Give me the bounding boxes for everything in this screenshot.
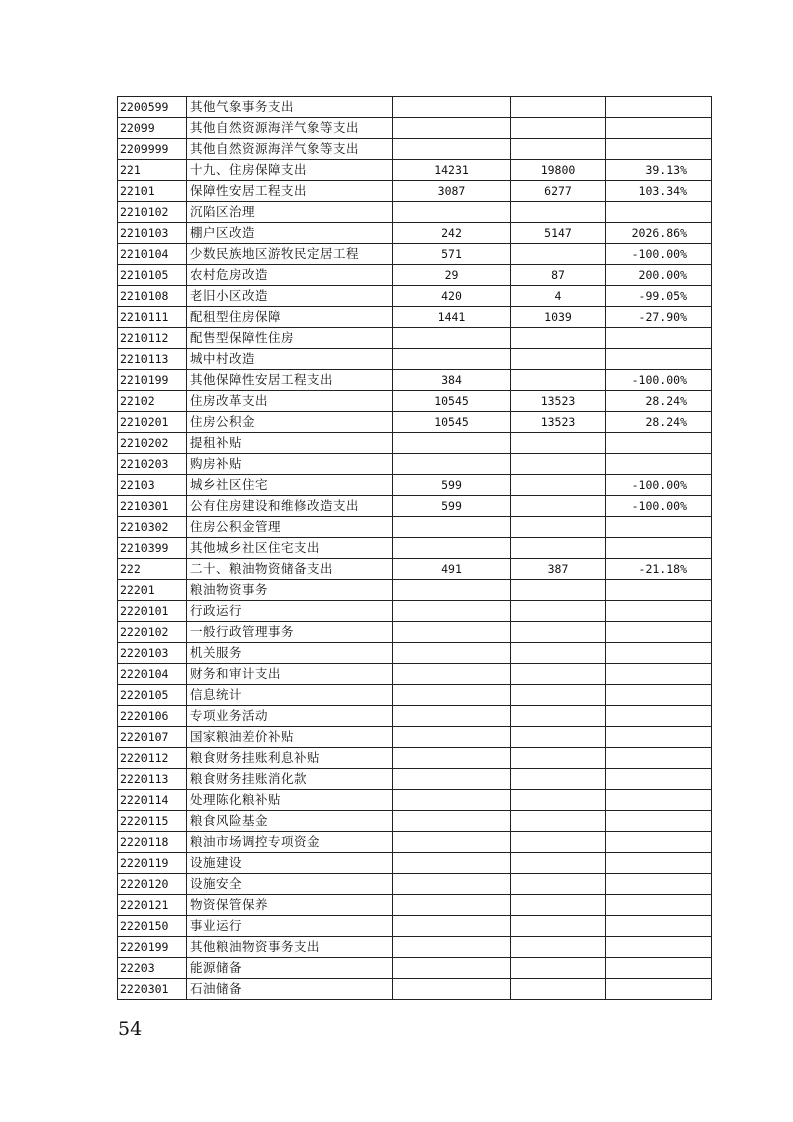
item-name-cell: 其他自然资源海洋气象等支出 bbox=[187, 139, 393, 160]
table-row bbox=[118, 937, 712, 958]
prior-amount-cell bbox=[393, 517, 511, 538]
current-amount-cell bbox=[511, 748, 606, 769]
account-code-cell: 2220113 bbox=[118, 769, 187, 790]
account-code-cell: 2210399 bbox=[118, 538, 187, 559]
account-code-cell: 2220121 bbox=[118, 895, 187, 916]
item-name-cell: 农村危房改造 bbox=[187, 265, 393, 286]
current-amount-cell bbox=[511, 706, 606, 727]
current-amount-cell bbox=[511, 475, 606, 496]
current-amount-cell bbox=[511, 832, 606, 853]
table-row bbox=[118, 475, 712, 496]
account-code-cell: 2210302 bbox=[118, 517, 187, 538]
current-amount-cell: 6277 bbox=[511, 181, 606, 202]
item-name-cell: 机关服务 bbox=[187, 643, 393, 664]
account-code-cell: 2220103 bbox=[118, 643, 187, 664]
change-percent-cell bbox=[606, 727, 712, 748]
change-percent-cell bbox=[606, 454, 712, 475]
prior-amount-cell: 3087 bbox=[393, 181, 511, 202]
table-row bbox=[118, 895, 712, 916]
change-percent-cell bbox=[606, 601, 712, 622]
table-row bbox=[118, 349, 712, 370]
prior-amount-cell: 29 bbox=[393, 265, 511, 286]
current-amount-cell bbox=[511, 202, 606, 223]
change-percent-cell: -100.00% bbox=[606, 370, 712, 391]
table-row bbox=[118, 748, 712, 769]
table-row bbox=[118, 97, 712, 118]
item-name-cell: 公有住房建设和维修改造支出 bbox=[187, 496, 393, 517]
account-code-cell: 2220120 bbox=[118, 874, 187, 895]
account-code-cell: 2209999 bbox=[118, 139, 187, 160]
account-code-cell: 2210105 bbox=[118, 265, 187, 286]
prior-amount-cell bbox=[393, 202, 511, 223]
item-name-cell: 其他城乡社区住宅支出 bbox=[187, 538, 393, 559]
current-amount-cell bbox=[511, 433, 606, 454]
current-amount-cell bbox=[511, 97, 606, 118]
table-row bbox=[118, 958, 712, 979]
table-row bbox=[118, 601, 712, 622]
account-code-cell: 2210203 bbox=[118, 454, 187, 475]
prior-amount-cell: 599 bbox=[393, 475, 511, 496]
current-amount-cell: 1039 bbox=[511, 307, 606, 328]
table-row bbox=[118, 643, 712, 664]
change-percent-cell bbox=[606, 916, 712, 937]
prior-amount-cell bbox=[393, 664, 511, 685]
table-row bbox=[118, 118, 712, 139]
account-code-cell: 221 bbox=[118, 160, 187, 181]
account-code-cell: 2200599 bbox=[118, 97, 187, 118]
item-name-cell: 粮油物资事务 bbox=[187, 580, 393, 601]
table-row bbox=[118, 307, 712, 328]
current-amount-cell bbox=[511, 769, 606, 790]
prior-amount-cell bbox=[393, 622, 511, 643]
change-percent-cell bbox=[606, 853, 712, 874]
item-name-cell: 沉陷区治理 bbox=[187, 202, 393, 223]
account-code-cell: 2210103 bbox=[118, 223, 187, 244]
budget-table bbox=[117, 96, 712, 1000]
account-code-cell: 2210201 bbox=[118, 412, 187, 433]
item-name-cell: 设施建设 bbox=[187, 853, 393, 874]
account-code-cell: 2220106 bbox=[118, 706, 187, 727]
table-row bbox=[118, 790, 712, 811]
prior-amount-cell bbox=[393, 706, 511, 727]
prior-amount-cell bbox=[393, 769, 511, 790]
current-amount-cell bbox=[511, 937, 606, 958]
page-number: 54 bbox=[118, 1018, 143, 1040]
current-amount-cell bbox=[511, 139, 606, 160]
prior-amount-cell: 242 bbox=[393, 223, 511, 244]
account-code-cell: 2220101 bbox=[118, 601, 187, 622]
table-row bbox=[118, 391, 712, 412]
table-row bbox=[118, 181, 712, 202]
current-amount-cell bbox=[511, 580, 606, 601]
prior-amount-cell bbox=[393, 916, 511, 937]
item-name-cell: 购房补贴 bbox=[187, 454, 393, 475]
table-row bbox=[118, 223, 712, 244]
table-row bbox=[118, 454, 712, 475]
prior-amount-cell bbox=[393, 643, 511, 664]
item-name-cell: 保障性安居工程支出 bbox=[187, 181, 393, 202]
account-code-cell: 2210102 bbox=[118, 202, 187, 223]
current-amount-cell bbox=[511, 916, 606, 937]
account-code-cell: 2220301 bbox=[118, 979, 187, 1000]
change-percent-cell bbox=[606, 685, 712, 706]
change-percent-cell bbox=[606, 328, 712, 349]
account-code-cell: 2220199 bbox=[118, 937, 187, 958]
prior-amount-cell bbox=[393, 853, 511, 874]
current-amount-cell bbox=[511, 622, 606, 643]
prior-amount-cell bbox=[393, 601, 511, 622]
change-percent-cell bbox=[606, 538, 712, 559]
current-amount-cell bbox=[511, 118, 606, 139]
table-row bbox=[118, 202, 712, 223]
account-code-cell: 2220107 bbox=[118, 727, 187, 748]
prior-amount-cell bbox=[393, 328, 511, 349]
current-amount-cell bbox=[511, 790, 606, 811]
item-name-cell: 一般行政管理事务 bbox=[187, 622, 393, 643]
current-amount-cell bbox=[511, 328, 606, 349]
change-percent-cell: 39.13% bbox=[606, 160, 712, 181]
item-name-cell: 石油储备 bbox=[187, 979, 393, 1000]
current-amount-cell bbox=[511, 538, 606, 559]
account-code-cell: 2210104 bbox=[118, 244, 187, 265]
change-percent-cell bbox=[606, 874, 712, 895]
table-row bbox=[118, 874, 712, 895]
item-name-cell: 专项业务活动 bbox=[187, 706, 393, 727]
table-row bbox=[118, 979, 712, 1000]
prior-amount-cell: 491 bbox=[393, 559, 511, 580]
item-name-cell: 住房公积金 bbox=[187, 412, 393, 433]
current-amount-cell: 13523 bbox=[511, 391, 606, 412]
change-percent-cell bbox=[606, 643, 712, 664]
current-amount-cell bbox=[511, 685, 606, 706]
current-amount-cell bbox=[511, 517, 606, 538]
current-amount-cell bbox=[511, 727, 606, 748]
account-code-cell: 2220105 bbox=[118, 685, 187, 706]
current-amount-cell bbox=[511, 454, 606, 475]
table-row bbox=[118, 832, 712, 853]
item-name-cell: 粮食财务挂账利息补贴 bbox=[187, 748, 393, 769]
table-row bbox=[118, 160, 712, 181]
current-amount-cell: 19800 bbox=[511, 160, 606, 181]
change-percent-cell bbox=[606, 139, 712, 160]
item-name-cell: 物资保管保养 bbox=[187, 895, 393, 916]
change-percent-cell bbox=[606, 202, 712, 223]
item-name-cell: 少数民族地区游牧民定居工程 bbox=[187, 244, 393, 265]
table-row bbox=[118, 370, 712, 391]
change-percent-cell bbox=[606, 433, 712, 454]
account-code-cell: 22101 bbox=[118, 181, 187, 202]
table-row bbox=[118, 811, 712, 832]
current-amount-cell bbox=[511, 496, 606, 517]
prior-amount-cell bbox=[393, 139, 511, 160]
change-percent-cell bbox=[606, 349, 712, 370]
change-percent-cell bbox=[606, 580, 712, 601]
change-percent-cell bbox=[606, 622, 712, 643]
item-name-cell: 粮食财务挂账消化款 bbox=[187, 769, 393, 790]
prior-amount-cell: 599 bbox=[393, 496, 511, 517]
current-amount-cell: 4 bbox=[511, 286, 606, 307]
account-code-cell: 2210202 bbox=[118, 433, 187, 454]
item-name-cell: 配售型保障性住房 bbox=[187, 328, 393, 349]
item-name-cell: 其他保障性安居工程支出 bbox=[187, 370, 393, 391]
account-code-cell: 222 bbox=[118, 559, 187, 580]
change-percent-cell bbox=[606, 937, 712, 958]
change-percent-cell: -99.05% bbox=[606, 286, 712, 307]
account-code-cell: 2210108 bbox=[118, 286, 187, 307]
current-amount-cell bbox=[511, 853, 606, 874]
account-code-cell: 2210112 bbox=[118, 328, 187, 349]
prior-amount-cell bbox=[393, 538, 511, 559]
table-row bbox=[118, 538, 712, 559]
account-code-cell: 2210301 bbox=[118, 496, 187, 517]
change-percent-cell: 2026.86% bbox=[606, 223, 712, 244]
account-code-cell: 2220150 bbox=[118, 916, 187, 937]
prior-amount-cell: 420 bbox=[393, 286, 511, 307]
account-code-cell: 22099 bbox=[118, 118, 187, 139]
table-row bbox=[118, 664, 712, 685]
prior-amount-cell bbox=[393, 727, 511, 748]
item-name-cell: 处理陈化粮补贴 bbox=[187, 790, 393, 811]
current-amount-cell bbox=[511, 979, 606, 1000]
item-name-cell: 提租补贴 bbox=[187, 433, 393, 454]
item-name-cell: 其他气象事务支出 bbox=[187, 97, 393, 118]
change-percent-cell bbox=[606, 790, 712, 811]
table-row bbox=[118, 916, 712, 937]
current-amount-cell bbox=[511, 895, 606, 916]
change-percent-cell bbox=[606, 118, 712, 139]
item-name-cell: 设施安全 bbox=[187, 874, 393, 895]
prior-amount-cell bbox=[393, 895, 511, 916]
item-name-cell: 住房改革支出 bbox=[187, 391, 393, 412]
account-code-cell: 2220114 bbox=[118, 790, 187, 811]
item-name-cell: 事业运行 bbox=[187, 916, 393, 937]
change-percent-cell bbox=[606, 748, 712, 769]
change-percent-cell: 103.34% bbox=[606, 181, 712, 202]
item-name-cell: 城乡社区住宅 bbox=[187, 475, 393, 496]
item-name-cell: 其他自然资源海洋气象等支出 bbox=[187, 118, 393, 139]
current-amount-cell bbox=[511, 664, 606, 685]
prior-amount-cell bbox=[393, 454, 511, 475]
change-percent-cell: 200.00% bbox=[606, 265, 712, 286]
table-row bbox=[118, 412, 712, 433]
change-percent-cell bbox=[606, 811, 712, 832]
item-name-cell: 国家粮油差价补贴 bbox=[187, 727, 393, 748]
table-row bbox=[118, 286, 712, 307]
prior-amount-cell bbox=[393, 685, 511, 706]
item-name-cell: 棚户区改造 bbox=[187, 223, 393, 244]
prior-amount-cell bbox=[393, 97, 511, 118]
account-code-cell: 22203 bbox=[118, 958, 187, 979]
change-percent-cell bbox=[606, 958, 712, 979]
table-row bbox=[118, 244, 712, 265]
change-percent-cell bbox=[606, 832, 712, 853]
table-row bbox=[118, 496, 712, 517]
table-row bbox=[118, 559, 712, 580]
prior-amount-cell bbox=[393, 118, 511, 139]
item-name-cell: 住房公积金管理 bbox=[187, 517, 393, 538]
change-percent-cell bbox=[606, 979, 712, 1000]
account-code-cell: 2220102 bbox=[118, 622, 187, 643]
item-name-cell: 行政运行 bbox=[187, 601, 393, 622]
prior-amount-cell bbox=[393, 580, 511, 601]
prior-amount-cell: 14231 bbox=[393, 160, 511, 181]
table-row bbox=[118, 139, 712, 160]
table-row bbox=[118, 727, 712, 748]
change-percent-cell: -27.90% bbox=[606, 307, 712, 328]
current-amount-cell: 387 bbox=[511, 559, 606, 580]
change-percent-cell: -100.00% bbox=[606, 244, 712, 265]
change-percent-cell: -100.00% bbox=[606, 475, 712, 496]
item-name-cell: 粮食风险基金 bbox=[187, 811, 393, 832]
change-percent-cell bbox=[606, 706, 712, 727]
item-name-cell: 十九、住房保障支出 bbox=[187, 160, 393, 181]
budget-table-body bbox=[118, 97, 712, 1000]
account-code-cell: 22201 bbox=[118, 580, 187, 601]
item-name-cell: 二十、粮油物资储备支出 bbox=[187, 559, 393, 580]
table-row bbox=[118, 328, 712, 349]
prior-amount-cell: 1441 bbox=[393, 307, 511, 328]
prior-amount-cell bbox=[393, 937, 511, 958]
account-code-cell: 2210113 bbox=[118, 349, 187, 370]
table-row bbox=[118, 622, 712, 643]
account-code-cell: 22102 bbox=[118, 391, 187, 412]
item-name-cell: 粮油市场调控专项资金 bbox=[187, 832, 393, 853]
current-amount-cell bbox=[511, 349, 606, 370]
prior-amount-cell bbox=[393, 958, 511, 979]
current-amount-cell: 5147 bbox=[511, 223, 606, 244]
account-code-cell: 2220119 bbox=[118, 853, 187, 874]
table-row bbox=[118, 265, 712, 286]
prior-amount-cell: 571 bbox=[393, 244, 511, 265]
item-name-cell: 配租型住房保障 bbox=[187, 307, 393, 328]
account-code-cell: 2210111 bbox=[118, 307, 187, 328]
item-name-cell: 信息统计 bbox=[187, 685, 393, 706]
change-percent-cell: -100.00% bbox=[606, 496, 712, 517]
prior-amount-cell bbox=[393, 748, 511, 769]
table-row bbox=[118, 853, 712, 874]
change-percent-cell: -21.18% bbox=[606, 559, 712, 580]
current-amount-cell: 87 bbox=[511, 265, 606, 286]
account-code-cell: 22103 bbox=[118, 475, 187, 496]
item-name-cell: 城中村改造 bbox=[187, 349, 393, 370]
prior-amount-cell bbox=[393, 433, 511, 454]
table-row bbox=[118, 580, 712, 601]
prior-amount-cell: 384 bbox=[393, 370, 511, 391]
account-code-cell: 2220118 bbox=[118, 832, 187, 853]
prior-amount-cell bbox=[393, 832, 511, 853]
prior-amount-cell: 10545 bbox=[393, 412, 511, 433]
table-row bbox=[118, 517, 712, 538]
table-row bbox=[118, 685, 712, 706]
item-name-cell: 财务和审计支出 bbox=[187, 664, 393, 685]
current-amount-cell bbox=[511, 244, 606, 265]
current-amount-cell bbox=[511, 958, 606, 979]
table-row bbox=[118, 706, 712, 727]
change-percent-cell: 28.24% bbox=[606, 391, 712, 412]
current-amount-cell bbox=[511, 643, 606, 664]
prior-amount-cell bbox=[393, 790, 511, 811]
account-code-cell: 2220115 bbox=[118, 811, 187, 832]
account-code-cell: 2220104 bbox=[118, 664, 187, 685]
item-name-cell: 其他粮油物资事务支出 bbox=[187, 937, 393, 958]
current-amount-cell bbox=[511, 370, 606, 391]
current-amount-cell: 13523 bbox=[511, 412, 606, 433]
current-amount-cell bbox=[511, 874, 606, 895]
change-percent-cell bbox=[606, 517, 712, 538]
table-row bbox=[118, 433, 712, 454]
prior-amount-cell bbox=[393, 979, 511, 1000]
prior-amount-cell bbox=[393, 349, 511, 370]
prior-amount-cell bbox=[393, 811, 511, 832]
account-code-cell: 2220112 bbox=[118, 748, 187, 769]
change-percent-cell bbox=[606, 97, 712, 118]
account-code-cell: 2210199 bbox=[118, 370, 187, 391]
change-percent-cell: 28.24% bbox=[606, 412, 712, 433]
table-row bbox=[118, 769, 712, 790]
item-name-cell: 能源储备 bbox=[187, 958, 393, 979]
current-amount-cell bbox=[511, 811, 606, 832]
prior-amount-cell: 10545 bbox=[393, 391, 511, 412]
change-percent-cell bbox=[606, 895, 712, 916]
item-name-cell: 老旧小区改造 bbox=[187, 286, 393, 307]
change-percent-cell bbox=[606, 664, 712, 685]
prior-amount-cell bbox=[393, 874, 511, 895]
change-percent-cell bbox=[606, 769, 712, 790]
current-amount-cell bbox=[511, 601, 606, 622]
